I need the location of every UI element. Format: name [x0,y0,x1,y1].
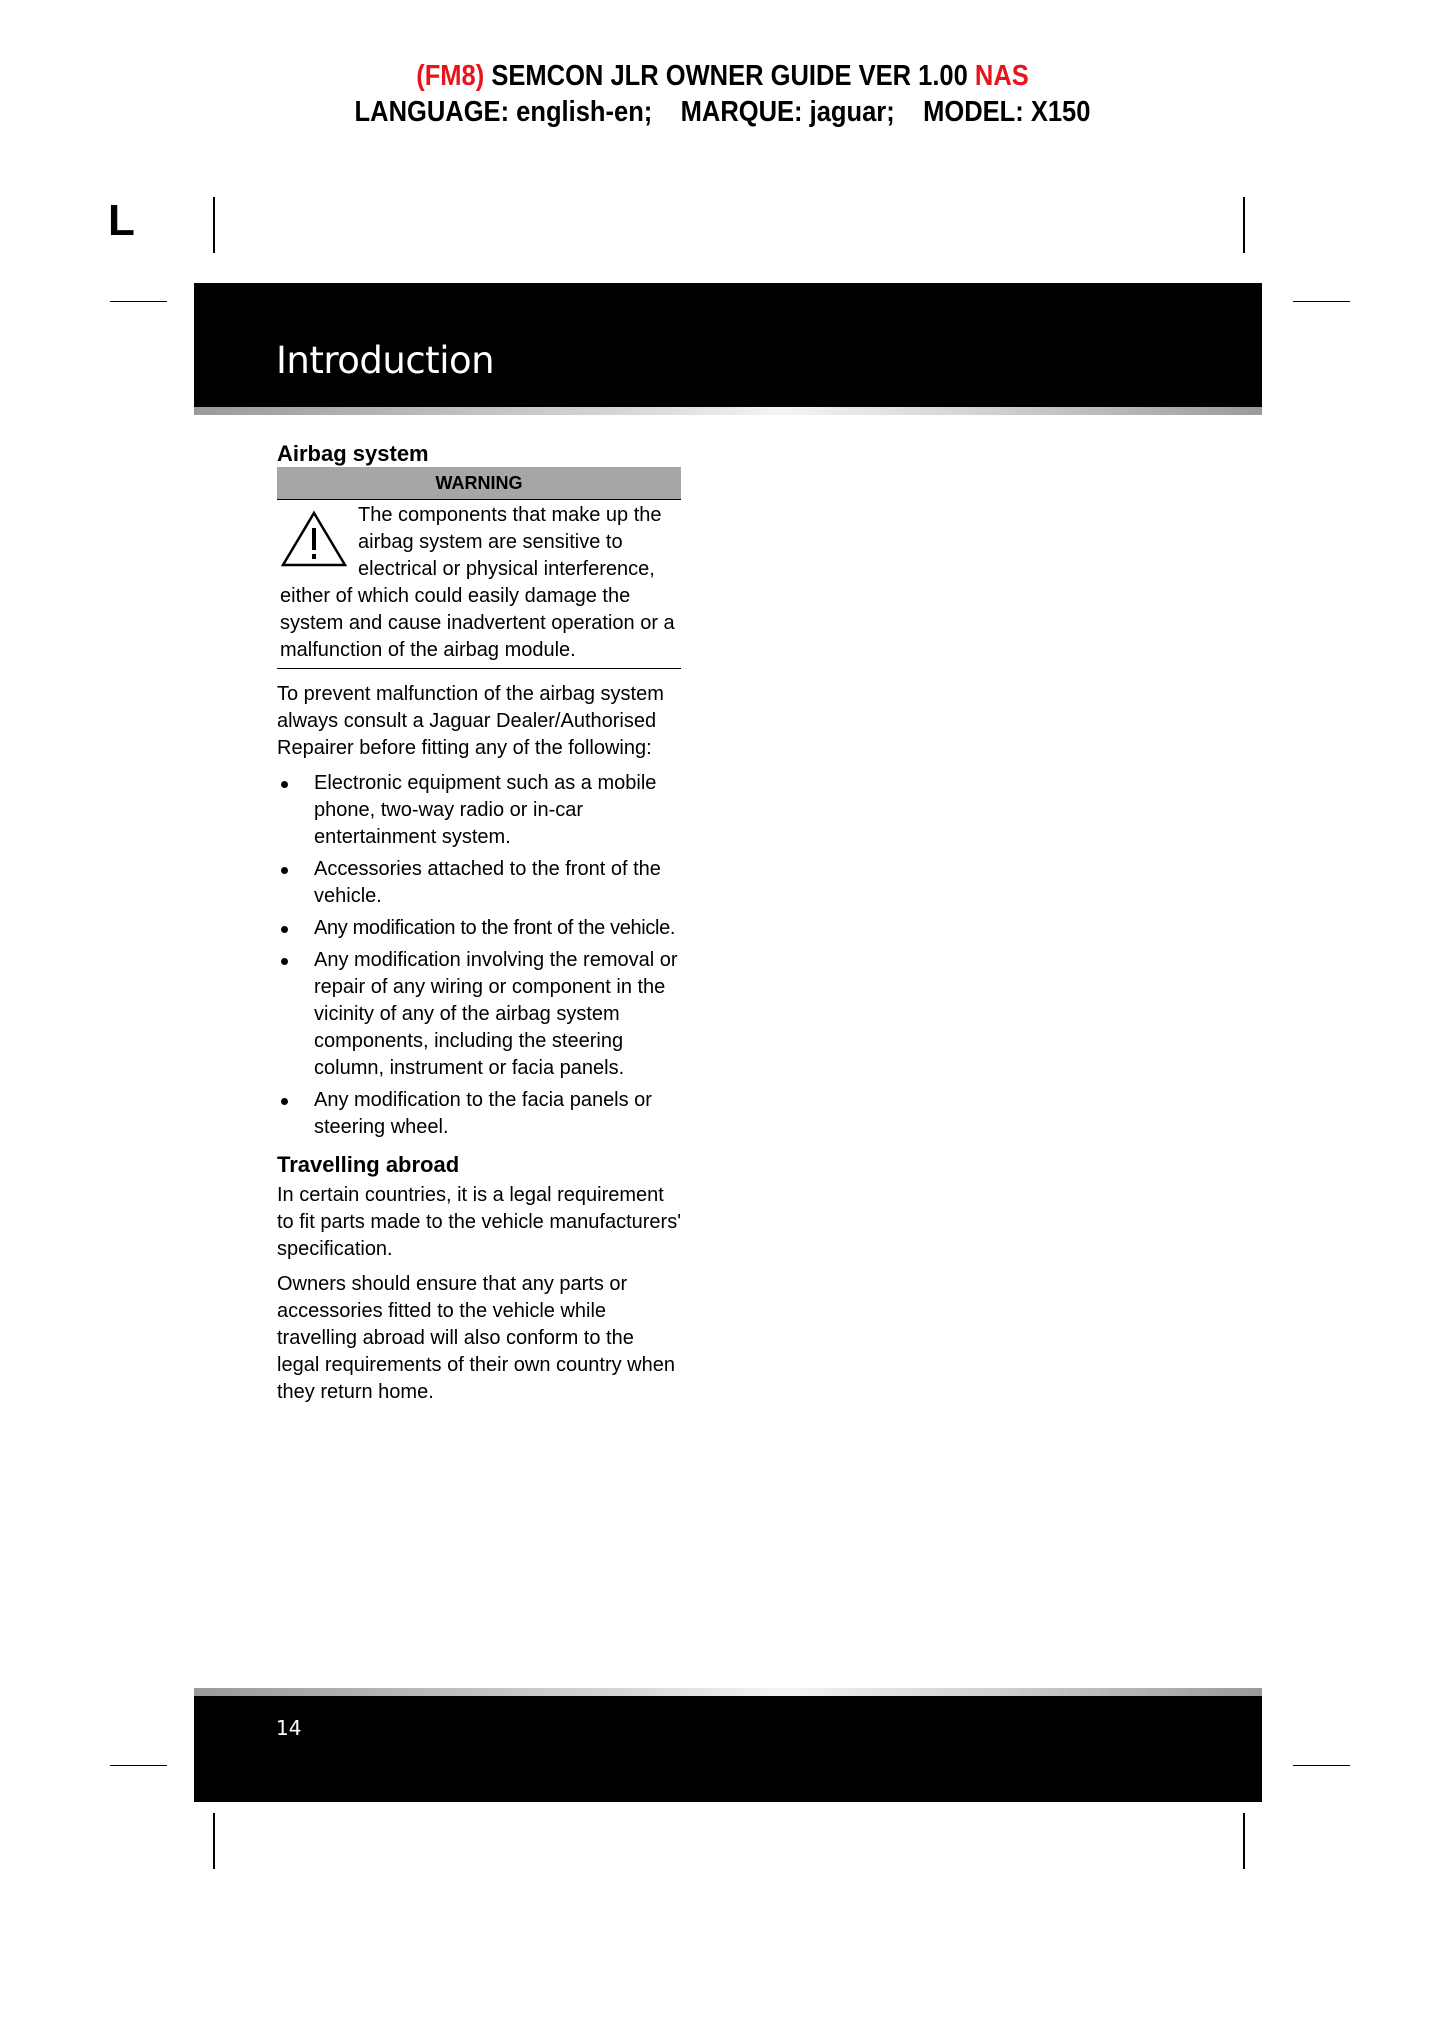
travelling-para-1: In certain countries, it is a legal requirement to fit parts made to the vehicle manufacturers' specification. [277,1184,682,1260]
bullet-icon [281,781,288,788]
crop-mark [110,1765,167,1766]
side-letter: L [108,196,135,245]
banner-gradient-rule [194,407,1262,415]
list-item: Accessories attached to the front of the vehicle. [277,856,681,910]
travelling-heading: Travelling abroad [277,1152,460,1177]
content-column [277,440,681,1414]
crop-mark [1243,1813,1245,1869]
header-code: (FM8) [416,60,485,92]
crop-mark [110,301,167,302]
warning-box [277,467,681,669]
warning-label: WARNING [277,467,681,500]
list-item: Any modification to the facia panels or steering wheel. [277,1087,681,1141]
list-item: Any modification involving the removal or repair of any wiring or component in the vicinity of any of the airbag system components, including the steering column, instrument or facia panels. [277,947,681,1082]
footer-bar [194,1696,1262,1802]
crop-mark [1243,197,1245,253]
warning-triangle-icon [280,510,348,568]
warning-text: The components that make up the airbag system are sensitive to electrical or physical interference, either of which could easily damage the system and cause inadvertent operation or a malfunction of the airbag module. [280,504,675,661]
header-region: NAS [974,60,1029,92]
crop-mark [213,1813,215,1869]
section-banner [194,283,1262,407]
airbag-bullet-list [277,770,681,1141]
page-number: 14 [276,1716,302,1740]
bullet-icon [281,1098,288,1105]
crop-mark [1293,301,1350,302]
section-title: Introduction [276,339,495,382]
list-item: Electronic equipment such as a mobile phone, two-way radio or in-car entertainment system. [277,770,681,851]
document-header-line2: LANGUAGE: english-en; MARQUE: jaguar; MODEL: X150 [354,96,1091,128]
crop-mark [213,197,215,253]
airbag-heading: Airbag system [277,441,429,466]
crop-mark [1293,1765,1350,1766]
footer-gradient-rule [194,1688,1262,1696]
airbag-intro: To prevent malfunction of the airbag system always consult a Jaguar Dealer/Authorised Repairer before fitting any of the following: [277,683,664,759]
travelling-para-2: Owners should ensure that any parts or accessories fitted to the vehicle while travelling abroad will also conform to the legal requirements of their own country when they return home. [277,1273,675,1403]
header-title: SEMCON JLR OWNER GUIDE VER 1.00 [484,60,975,92]
bullet-icon [281,926,288,933]
bullet-icon [281,958,288,965]
bullet-icon [281,867,288,874]
warning-body [277,500,681,664]
document-header-line1 [87,60,1359,93]
list-item: Any modification to the front of the vehicle. [277,915,681,942]
